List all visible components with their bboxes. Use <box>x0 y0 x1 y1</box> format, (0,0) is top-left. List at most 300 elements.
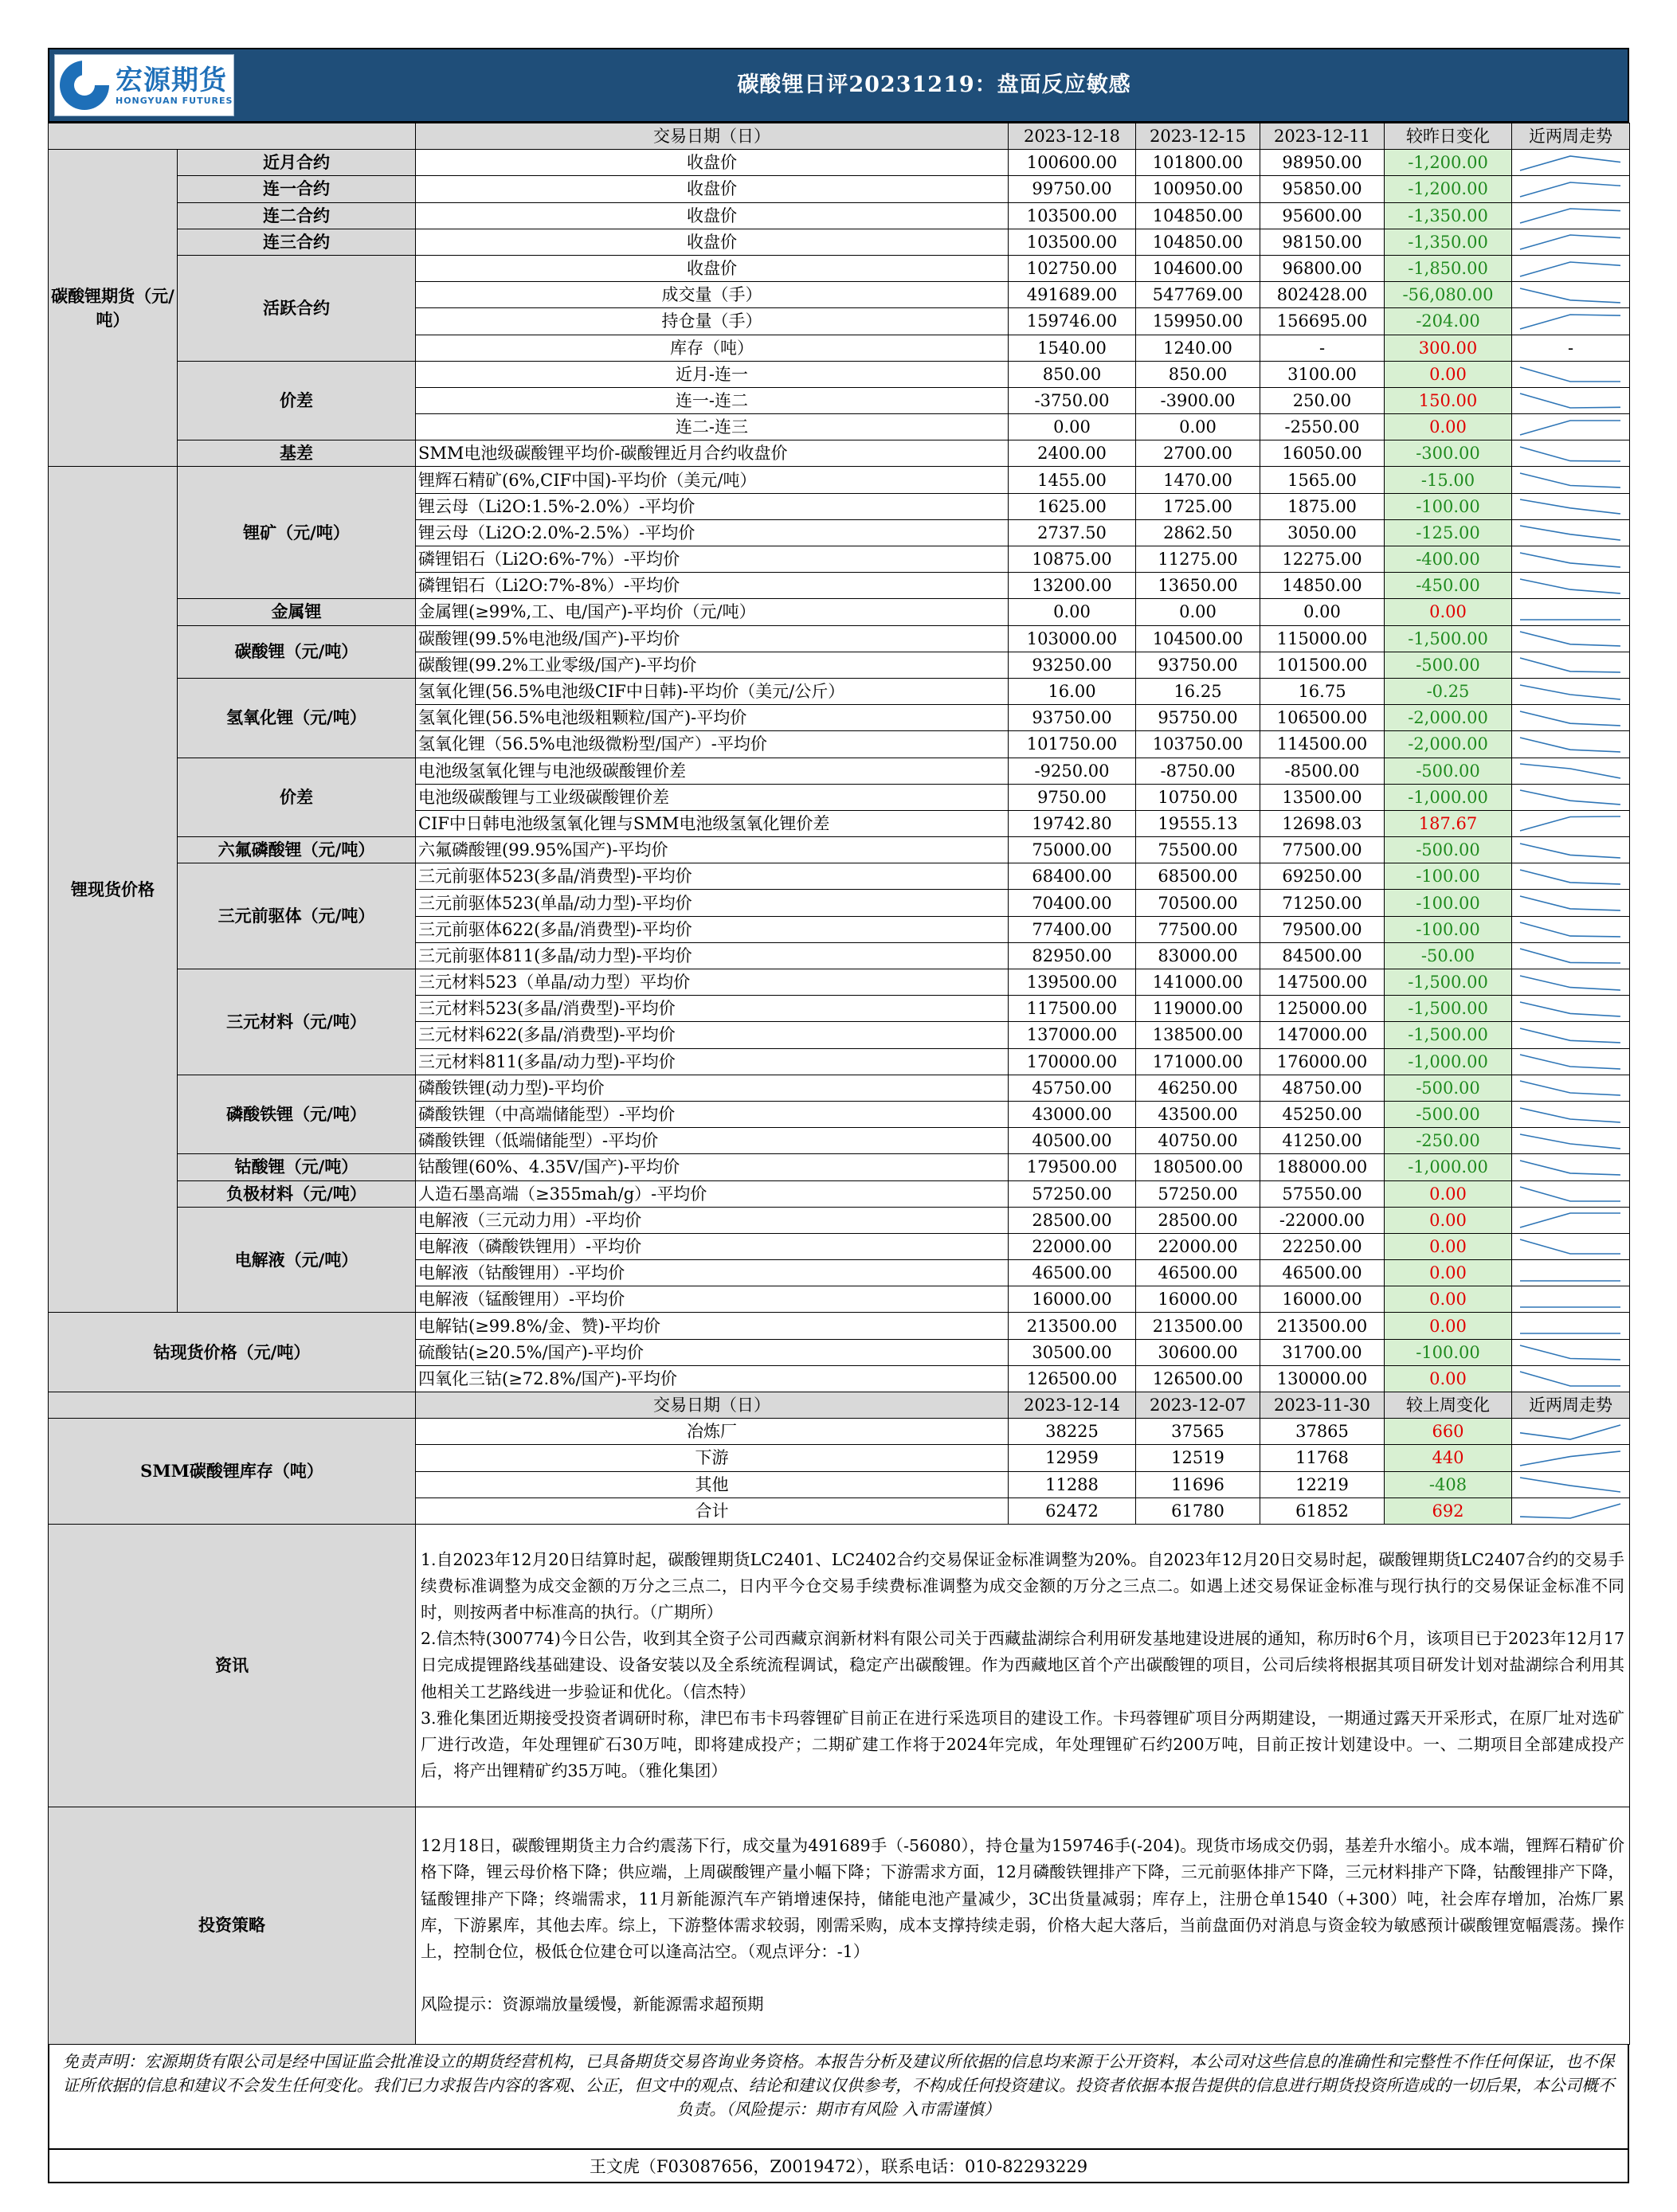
trend-sparkline-cell <box>1512 1101 1630 1127</box>
value-cell: 57250.00 <box>1009 1180 1136 1207</box>
trend-sparkline <box>1512 468 1628 492</box>
trend-sparkline-cell <box>1512 361 1630 387</box>
trend-sparkline <box>1512 1313 1628 1338</box>
value-cell: 79500.00 <box>1260 916 1385 942</box>
item-label: 收盘价 <box>416 150 1009 176</box>
trend-sparkline <box>1512 891 1628 915</box>
column-header: 近两周走势 <box>1512 123 1630 150</box>
value-cell: 30500.00 <box>1009 1339 1136 1365</box>
value-cell: 77500.00 <box>1260 837 1385 863</box>
value-cell: 43500.00 <box>1136 1101 1260 1127</box>
trend-sparkline-cell <box>1512 784 1630 810</box>
change-cell: -500.00 <box>1385 837 1512 863</box>
futures-row <box>49 202 1630 229</box>
item-label: 收盘价 <box>416 229 1009 255</box>
trend-sparkline-cell <box>1512 1207 1630 1233</box>
report-title: 碳酸锂日评20231219：盘面反应敏感 <box>737 72 1131 97</box>
change-cell: 0.00 <box>1385 1233 1512 1259</box>
value-cell: 213500.00 <box>1136 1313 1260 1339</box>
value-cell: 37565 <box>1136 1419 1260 1445</box>
trend-sparkline-cell <box>1512 1022 1630 1048</box>
futures-row <box>49 150 1630 176</box>
change-cell: -125.00 <box>1385 519 1512 546</box>
value-cell: 12519 <box>1136 1445 1260 1471</box>
value-cell: 491689.00 <box>1009 282 1136 308</box>
category-lithium-spot: 锂现货价格 <box>49 467 178 1313</box>
trend-line <box>1520 367 1620 382</box>
spot-row <box>49 1207 1630 1233</box>
value-cell: 12275.00 <box>1260 546 1385 573</box>
value-cell: 126500.00 <box>1136 1365 1260 1392</box>
group-label: 连三合约 <box>178 229 416 255</box>
trend-line <box>1520 976 1620 990</box>
value-cell: 171000.00 <box>1136 1048 1260 1075</box>
trend-line <box>1520 738 1620 752</box>
value-cell: 19555.13 <box>1136 810 1260 836</box>
value-cell: 114500.00 <box>1260 731 1385 758</box>
value-cell: 0.00 <box>1136 414 1260 440</box>
trend-sparkline-cell <box>1512 678 1630 704</box>
trend-sparkline-cell <box>1512 863 1630 890</box>
trend-sparkline <box>1512 309 1628 334</box>
spot-row <box>49 837 1630 863</box>
trend-sparkline <box>1512 1075 1628 1100</box>
value-cell: 115000.00 <box>1260 625 1385 652</box>
value-cell: -9250.00 <box>1009 758 1136 784</box>
change-cell: -100.00 <box>1385 916 1512 942</box>
trend-line <box>1520 288 1620 303</box>
value-cell: 1240.00 <box>1136 335 1260 361</box>
trend-sparkline <box>1512 943 1628 968</box>
trend-sparkline-cell <box>1512 969 1630 996</box>
item-label: 库存（吨） <box>416 335 1009 361</box>
value-cell: 82950.00 <box>1009 942 1136 969</box>
group-label: 连二合约 <box>178 202 416 229</box>
trend-sparkline <box>1512 1472 1628 1497</box>
group-label: 负极材料（元/吨） <box>178 1180 416 1207</box>
trend-sparkline <box>1512 732 1628 757</box>
change-cell: 0.00 <box>1385 1207 1512 1233</box>
spacer <box>421 1965 1624 1991</box>
value-cell: 176000.00 <box>1260 1048 1385 1075</box>
trend-line <box>1520 1081 1620 1095</box>
value-cell: 11768 <box>1260 1445 1385 1471</box>
column-header: 2023-12-15 <box>1136 123 1260 150</box>
column-header: 2023-12-14 <box>1009 1392 1136 1419</box>
trend-sparkline <box>1512 864 1628 889</box>
item-label: 磷酸铁锂（低端储能型）-平均价 <box>416 1128 1009 1154</box>
item-label: 近月-连一 <box>416 361 1009 387</box>
change-cell: -1,000.00 <box>1385 784 1512 810</box>
trend-sparkline-cell <box>1512 758 1630 784</box>
value-cell: 99750.00 <box>1009 176 1136 202</box>
change-cell: -500.00 <box>1385 1075 1512 1101</box>
trend-sparkline <box>1512 1419 1628 1444</box>
change-cell: -400.00 <box>1385 546 1512 573</box>
value-cell: 70400.00 <box>1009 890 1136 916</box>
trend-sparkline-cell <box>1512 493 1630 519</box>
change-cell: 0.00 <box>1385 361 1512 387</box>
group-label: 锂矿（元/吨） <box>178 467 416 599</box>
trend-line <box>1520 685 1620 699</box>
item-label: 钴酸锂(60%、4.35V/国产)-平均价 <box>416 1154 1009 1180</box>
trend-line <box>1520 156 1620 170</box>
strategy-label: 投资策略 <box>49 1807 416 2044</box>
group-label: 碳酸锂（元/吨） <box>178 625 416 678</box>
trend-sparkline-cell <box>1512 229 1630 255</box>
value-cell: 106500.00 <box>1260 705 1385 731</box>
trend-sparkline-cell <box>1512 387 1630 413</box>
item-label: 三元材料622(多晶/消费型)-平均价 <box>416 1022 1009 1048</box>
item-label: 锂辉石精矿(6%,CIF中国)-平均价（美元/吨） <box>416 467 1009 493</box>
news-paragraph: 3.雅化集团近期接受投资者调研时称，津巴布韦卡玛蓉锂矿目前正在进行采选项目的建设工作。卡玛蓉锂矿项目分两期建设，一期通过露天开采形式，在原厂址对选矿厂进行改造，年处理锂矿石30万吨，即将建成投产；二期矿建工作将于2024年完成，年处理锂矿石约200万吨，目前正按计划建设中。一、二期项目全部建成投产后，将产出锂精矿约35万吨。（雅化集团） <box>421 1708 1624 1781</box>
group-label: 价差 <box>178 758 416 837</box>
change-cell: -300.00 <box>1385 440 1512 467</box>
trend-line <box>1520 262 1620 276</box>
item-label: 碳酸锂(99.2%工业零级/国产)-平均价 <box>416 652 1009 678</box>
value-cell: 22250.00 <box>1260 1233 1385 1259</box>
item-label: 电解液（锰酸锂用）-平均价 <box>416 1286 1009 1313</box>
value-cell: 147000.00 <box>1260 1022 1385 1048</box>
value-cell: 11288 <box>1009 1471 1136 1498</box>
value-cell: 77500.00 <box>1136 916 1260 942</box>
value-cell: 0.00 <box>1009 599 1136 625</box>
column-header: 2023-12-18 <box>1009 123 1136 150</box>
column-header: 2023-12-07 <box>1136 1392 1260 1419</box>
trend-sparkline <box>1512 203 1628 228</box>
change-cell: -1,000.00 <box>1385 1154 1512 1180</box>
value-cell: 10750.00 <box>1136 784 1260 810</box>
value-cell: 2862.50 <box>1136 519 1260 546</box>
trend-sparkline <box>1512 785 1628 809</box>
trend-sparkline <box>1512 811 1628 836</box>
trend-sparkline <box>1512 1155 1628 1180</box>
value-cell: 1455.00 <box>1009 467 1136 493</box>
spot-row <box>49 1075 1630 1101</box>
value-cell: 16000.00 <box>1009 1286 1136 1313</box>
item-label: 磷酸铁锂(动力型)-平均价 <box>416 1075 1009 1101</box>
news-content <box>416 1524 1630 1807</box>
disclaimer: 免责声明：宏源期货有限公司是经中国证监会批准设立的期货经营机构，已具备期货交易咨询业务资格。本报告分析及建议所依据的信息均来源于公开资料，本公司对这些信息的准确性和完整性不作任何保证，也不保证所依据的信息和建议不会发生任何变化。我们已力求报告内容的客观、公正，但文中的观点、结论和建议仅供参考，不构成任何投资建议。投资者依据本报告提供的信息进行期货投资所造成的一切后果，本公司概不负责。（风险提示：期市有风险 入市需谨慎） <box>48 2045 1629 2150</box>
change-cell: 0.00 <box>1385 1365 1512 1392</box>
value-cell: 96800.00 <box>1260 255 1385 281</box>
value-cell: 57550.00 <box>1260 1180 1385 1207</box>
trend-line <box>1520 764 1620 778</box>
trend-sparkline <box>1512 758 1628 783</box>
news-paragraph: 2.信杰特(300774)今日公告，收到其全资子公司西藏京润新材料有限公司关于西藏盐湖综合利用研发基地建设进展的通知，称历时6个月，该项目已于2023年12月17日完成提锂路线基础建设、设备安装以及全系统流程调试，稳定产出碳酸锂。作为西藏地区首个产出碳酸锂的项目，公司后续将根据其项目研发计划对盐湖综合利用其他相关工艺路线进一步验证和优化。（信杰特） <box>421 1629 1624 1701</box>
value-cell: 95850.00 <box>1260 176 1385 202</box>
value-cell: 77400.00 <box>1009 916 1136 942</box>
item-label: 锂云母（Li2O:1.5%-2.0%）-平均价 <box>416 493 1009 519</box>
trend-sparkline-cell <box>1512 705 1630 731</box>
category-inventory: SMM碳酸锂库存（吨） <box>49 1419 416 1525</box>
item-label: 连一-连二 <box>416 387 1009 413</box>
change-cell: -204.00 <box>1385 308 1512 335</box>
item-label: 电解液（钴酸锂用）-平均价 <box>416 1260 1009 1286</box>
value-cell: 93250.00 <box>1009 652 1136 678</box>
value-cell: 22000.00 <box>1136 1233 1260 1259</box>
trend-sparkline <box>1512 1049 1628 1074</box>
value-cell: 57250.00 <box>1136 1180 1260 1207</box>
report-sheet <box>48 48 1629 2183</box>
trend-sparkline <box>1512 177 1628 202</box>
item-label: 收盘价 <box>416 255 1009 281</box>
trend-sparkline <box>1512 1208 1628 1232</box>
trend-line <box>1520 182 1620 197</box>
trend-line <box>1520 1372 1620 1386</box>
group-label: 钴酸锂（元/吨） <box>178 1154 416 1180</box>
item-label: 氢氧化锂(56.5%电池级CIF中日韩)-平均价（美元/公斤） <box>416 678 1009 704</box>
trend-line <box>1520 1134 1620 1149</box>
trend-sparkline <box>1512 151 1628 175</box>
value-cell: 100600.00 <box>1009 150 1136 176</box>
trend-sparkline <box>1512 1023 1628 1047</box>
trend-line <box>1520 1161 1620 1175</box>
trend-sparkline-cell <box>1512 1313 1630 1339</box>
value-cell: 40750.00 <box>1136 1128 1260 1154</box>
trend-line <box>1520 499 1620 514</box>
item-label: 六氟磷酸锂(99.95%国产)-平均价 <box>416 837 1009 863</box>
change-cell: 0.00 <box>1385 1286 1512 1313</box>
value-cell: -8500.00 <box>1260 758 1385 784</box>
value-cell: 103750.00 <box>1136 731 1260 758</box>
change-cell: -450.00 <box>1385 573 1512 599</box>
change-cell: -1,850.00 <box>1385 255 1512 281</box>
value-cell: 16050.00 <box>1260 440 1385 467</box>
spot-row <box>49 599 1630 625</box>
value-cell: 70500.00 <box>1136 890 1260 916</box>
trend-sparkline <box>1512 600 1628 624</box>
value-cell: 41250.00 <box>1260 1128 1385 1154</box>
change-cell: 0.00 <box>1385 599 1512 625</box>
value-cell: 46500.00 <box>1009 1260 1136 1286</box>
item-label: 三元前驱体523(多晶/消费型)-平均价 <box>416 863 1009 890</box>
change-cell: 660 <box>1385 1419 1512 1445</box>
trend-sparkline <box>1512 1498 1628 1523</box>
trend-sparkline-cell <box>1512 599 1630 625</box>
spot-row <box>49 625 1630 652</box>
value-cell: 28500.00 <box>1136 1207 1260 1233</box>
trend-line <box>1520 315 1620 329</box>
trend-sparkline <box>1512 388 1628 413</box>
trend-sparkline-cell <box>1512 440 1630 467</box>
value-cell: 850.00 <box>1136 361 1260 387</box>
news-label: 资讯 <box>49 1524 416 1807</box>
value-cell: 71250.00 <box>1260 890 1385 916</box>
risk-note: 风险提示：资源端放量缓慢，新能源需求超预期 <box>421 1995 764 2014</box>
trend-line <box>1520 922 1620 937</box>
trend-sparkline-cell <box>1512 255 1630 281</box>
item-label: 电解钴(≥99.8%/金、赞)-平均价 <box>416 1313 1009 1339</box>
item-label: SMM电池级碳酸锂平均价-碳酸锂近月合约收盘价 <box>416 440 1009 467</box>
value-cell: 1875.00 <box>1260 493 1385 519</box>
futures-row <box>49 229 1630 255</box>
item-label: 电池级碳酸锂与工业级碳酸锂价差 <box>416 784 1009 810</box>
trend-line <box>1520 816 1620 831</box>
group-label: 近月合约 <box>178 150 416 176</box>
report-header <box>48 48 1629 123</box>
group-label: 金属锂 <box>178 599 416 625</box>
trend-sparkline <box>1512 679 1628 704</box>
trend-sparkline <box>1512 706 1628 730</box>
value-cell: 117500.00 <box>1009 996 1136 1022</box>
value-cell: 125000.00 <box>1260 996 1385 1022</box>
column-header: 近两周走势 <box>1512 1392 1630 1419</box>
trend-sparkline <box>1512 652 1628 677</box>
strategy-text: 12月18日，碳酸锂期货主力合约震荡下行，成交量为491689手（-56080），持仓量为159746手(-204)。现货市场成交仍弱，基差升水缩小。成本端，锂辉石精矿价格下降，锂云母价格下降；供应端，上周碳酸锂产量小幅下降；下游需求方面，12月磷酸铁锂排产下降，三元前驱体排产下降，三元材料排产下降，钴酸锂排产下降，锰酸锂排产下降；终端需求，11月新能源汽车产销增速保持，储能电池产量减少，3C出货量减弱；库存上，注册仓单1540（+300）吨，社会库存增加，冶炼厂累库，下游累库，其他去库。综上，下游整体需求较弱，刚需采购，成本支撑持续走弱，价格大起大落后，当前盘面仍对消息与资金较为敏感预计碳酸锂宽幅震荡。操作上，控制仓位，极低仓位建仓可以逢高沽空。（观点评分：-1） <box>421 1836 1624 1962</box>
value-cell: 13650.00 <box>1136 573 1260 599</box>
value-cell: 40500.00 <box>1009 1128 1136 1154</box>
value-cell: 16.25 <box>1136 678 1260 704</box>
value-cell: 547769.00 <box>1136 282 1260 308</box>
category-futures: 碳酸锂期货（元/吨） <box>49 150 178 467</box>
value-cell: 93750.00 <box>1136 652 1260 678</box>
value-cell: 16.00 <box>1009 678 1136 704</box>
trend-line <box>1520 844 1620 858</box>
trend-sparkline-cell <box>1512 996 1630 1022</box>
value-cell: 68400.00 <box>1009 863 1136 890</box>
trend-sparkline-cell <box>1512 1419 1630 1445</box>
value-cell: 159746.00 <box>1009 308 1136 335</box>
trend-sparkline <box>1512 1446 1628 1470</box>
trend-line <box>1520 790 1620 805</box>
value-cell: 0.00 <box>1009 414 1136 440</box>
value-cell: 14850.00 <box>1260 573 1385 599</box>
value-cell: 103500.00 <box>1009 229 1136 255</box>
trend-sparkline <box>1512 256 1628 281</box>
group-label: 三元材料（元/吨） <box>178 969 416 1075</box>
item-label: 氢氧化锂（56.5%电池级微粉型/国产）-平均价 <box>416 731 1009 758</box>
value-cell: 98950.00 <box>1260 150 1385 176</box>
trend-line <box>1520 1002 1620 1016</box>
item-label: 电解液（磷酸铁锂用）-平均价 <box>416 1233 1009 1259</box>
logo-name-en: HONGYUAN FUTURES <box>116 95 233 106</box>
trend-line <box>1520 949 1620 963</box>
analyst-contact: 王文虎（F03087656，Z0019472），联系电话：010-82293229 <box>48 2150 1629 2183</box>
change-cell: -1,200.00 <box>1385 176 1512 202</box>
item-label: 冶炼厂 <box>416 1419 1009 1445</box>
item-label: 人造石墨高端（≥355mah/g）-平均价 <box>416 1180 1009 1207</box>
trend-sparkline-cell <box>1512 546 1630 573</box>
value-cell: 93750.00 <box>1009 705 1136 731</box>
trend-sparkline-cell <box>1512 1498 1630 1524</box>
group-label: 基差 <box>178 440 416 467</box>
item-label: 下游 <box>416 1445 1009 1471</box>
item-label: 连二-连三 <box>416 414 1009 440</box>
value-cell: 139500.00 <box>1009 969 1136 996</box>
value-cell: 62472 <box>1009 1498 1136 1524</box>
change-cell: 692 <box>1385 1498 1512 1524</box>
value-cell: 104600.00 <box>1136 255 1260 281</box>
trend-sparkline-cell <box>1512 1180 1630 1207</box>
value-cell: 130000.00 <box>1260 1365 1385 1392</box>
trend-sparkline-cell <box>1512 1233 1630 1259</box>
item-label: 锂云母（Li2O:2.0%-2.5%）-平均价 <box>416 519 1009 546</box>
value-cell: 159950.00 <box>1136 308 1260 335</box>
trend-sparkline-cell <box>1512 625 1630 652</box>
futures-row <box>49 361 1630 387</box>
item-label: 金属锂(≥99%,工、电/国产)-平均价（元/吨） <box>416 599 1009 625</box>
value-cell: 2737.50 <box>1009 519 1136 546</box>
cobalt-row <box>49 1313 1630 1339</box>
trend-sparkline-cell <box>1512 176 1630 202</box>
change-cell: -1,350.00 <box>1385 229 1512 255</box>
trend-sparkline <box>1512 1340 1628 1364</box>
value-cell: 69250.00 <box>1260 863 1385 890</box>
value-cell: 0.00 <box>1260 599 1385 625</box>
change-cell: 187.67 <box>1385 810 1512 836</box>
change-cell: 150.00 <box>1385 387 1512 413</box>
trend-sparkline <box>1512 970 1628 995</box>
value-cell: 83000.00 <box>1136 942 1260 969</box>
value-cell: 16.75 <box>1260 678 1385 704</box>
news-paragraph: 1.自2023年12月20日结算时起，碳酸锂期货LC2401、LC2402合约交易保证金标准调整为20%。自2023年12月20日交易时起，碳酸锂期货LC2407合约的交易手续费标准调整为成交金额的万分之三点二，日内平今仓交易手续费标准调整为成交金额的万分之三点二。如遇上述交易保证金标准与现行执行的交易保证金标准不同时，则按两者中标准高的执行。（广期所） <box>421 1549 1624 1622</box>
item-label: 三元材料811(多晶/动力型)-平均价 <box>416 1048 1009 1075</box>
trend-sparkline <box>1512 1287 1628 1312</box>
group-label: 氢氧化锂（元/吨） <box>178 678 416 758</box>
item-label: 磷锂铝石（Li2O:6%-7%）-平均价 <box>416 546 1009 573</box>
trend-sparkline-cell <box>1512 1075 1630 1101</box>
trend-line <box>1520 1478 1620 1492</box>
column-header: 交易日期（日） <box>416 1392 1009 1419</box>
group-label: 连一合约 <box>178 176 416 202</box>
trend-sparkline-cell <box>1512 837 1630 863</box>
trend-line <box>1520 447 1620 461</box>
spot-row <box>49 1180 1630 1207</box>
header-row <box>49 1392 1630 1419</box>
trend-sparkline-cell <box>1512 810 1630 836</box>
trend-sparkline <box>1512 838 1628 863</box>
value-cell: 802428.00 <box>1260 282 1385 308</box>
change-cell: -500.00 <box>1385 1101 1512 1127</box>
trend-sparkline <box>1512 1261 1628 1286</box>
value-cell: 95750.00 <box>1136 705 1260 731</box>
trend-sparkline-cell <box>1512 1339 1630 1365</box>
trend-sparkline-cell <box>1512 731 1630 758</box>
column-header: 交易日期（日） <box>416 123 1009 150</box>
trend-sparkline <box>1512 1181 1628 1206</box>
value-cell: 45750.00 <box>1009 1075 1136 1101</box>
value-cell: 138500.00 <box>1136 1022 1260 1048</box>
item-label: CIF中日韩电池级氢氧化锂与SMM电池级氢氧化锂价差 <box>416 810 1009 836</box>
change-cell: -408 <box>1385 1471 1512 1498</box>
value-cell: -2550.00 <box>1260 414 1385 440</box>
value-cell: 95600.00 <box>1260 202 1385 229</box>
trend-sparkline-cell <box>1512 916 1630 942</box>
logo-name-cn: 宏源期货 <box>116 64 227 96</box>
value-cell: 22000.00 <box>1009 1233 1136 1259</box>
trend-sparkline <box>1512 1366 1628 1391</box>
spot-row <box>49 678 1630 704</box>
item-label: 磷酸铁锂（中高端储能型）-平均价 <box>416 1101 1009 1127</box>
group-label: 三元前驱体（元/吨） <box>178 863 416 969</box>
item-label: 收盘价 <box>416 176 1009 202</box>
value-cell: 213500.00 <box>1009 1313 1136 1339</box>
group-label: 磷酸铁锂（元/吨） <box>178 1075 416 1154</box>
data-table <box>48 123 1630 2045</box>
item-label: 持仓量（手） <box>416 308 1009 335</box>
spot-row <box>49 863 1630 890</box>
trend-sparkline <box>1512 574 1628 598</box>
trend-sparkline-cell <box>1512 942 1630 969</box>
change-cell: -100.00 <box>1385 890 1512 916</box>
value-cell: 30600.00 <box>1136 1339 1260 1365</box>
value-cell: 61780 <box>1136 1498 1260 1524</box>
item-label: 四氧化三钴(≥72.8%/国产)-平均价 <box>416 1365 1009 1392</box>
trend-line <box>1520 1239 1620 1254</box>
item-label: 收盘价 <box>416 202 1009 229</box>
value-cell: 101750.00 <box>1009 731 1136 758</box>
